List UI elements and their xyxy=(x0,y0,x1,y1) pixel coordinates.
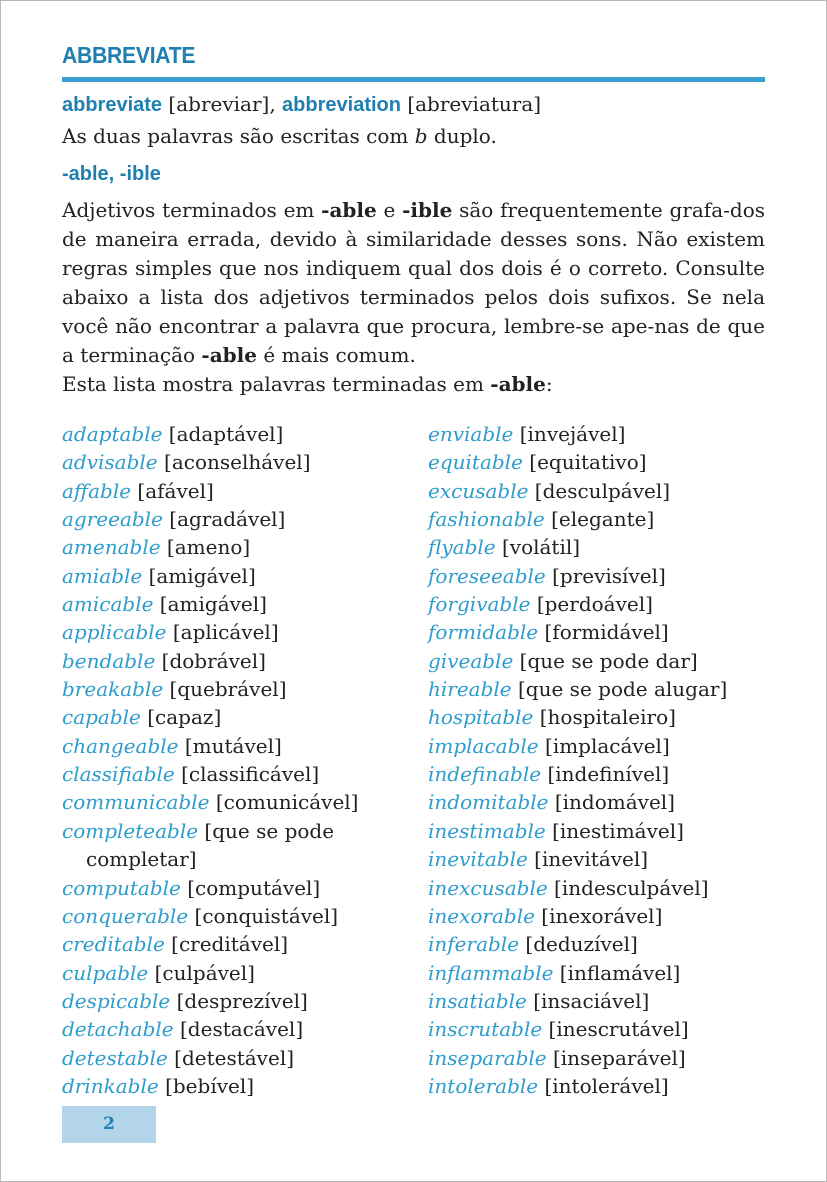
entry-translation: [indefinível] xyxy=(541,762,670,787)
entry-translation: [inestimável] xyxy=(545,818,684,843)
entry-word: despicable xyxy=(62,988,171,1013)
entry-word: inscrutable xyxy=(428,1017,543,1042)
list-intro-end: : xyxy=(545,372,553,396)
entry-word: enviable xyxy=(428,422,514,446)
word-entry xyxy=(62,959,402,987)
word-entry xyxy=(62,703,402,731)
entry-word: excusable xyxy=(428,478,529,503)
entry-word: changeable xyxy=(62,733,179,758)
word-entry xyxy=(428,675,768,703)
entry-word: inseparable xyxy=(428,1045,547,1070)
entry-translation: [invejável] xyxy=(513,422,626,446)
entry-translation: [implacável] xyxy=(538,733,670,758)
word-entry xyxy=(428,760,768,788)
word-entry xyxy=(428,420,768,448)
para-text-2: e xyxy=(376,198,403,222)
entry-translation: [que se pode dar] xyxy=(513,648,698,673)
entry-word: flyable xyxy=(428,535,496,560)
entry-translation: [intolerável] xyxy=(538,1073,669,1098)
entry-translation: [bebível] xyxy=(158,1073,255,1098)
entry-word: culpable xyxy=(62,960,149,985)
entry-translation: [previsível] xyxy=(545,563,666,588)
list-intro-text: Esta lista mostra palavras terminadas em xyxy=(62,372,491,396)
word-entry xyxy=(428,533,768,561)
entry-word: communicable xyxy=(62,790,210,815)
word-entry xyxy=(428,562,768,590)
entry-word: inflammable xyxy=(428,960,554,985)
intro-trans-1: [abreviar], xyxy=(162,92,283,116)
entry-word: insatiable xyxy=(428,988,527,1013)
entry-translation: [capaz] xyxy=(140,705,222,730)
word-entry xyxy=(428,618,768,646)
entry-word: intolerable xyxy=(428,1073,539,1098)
entry-translation: [culpável] xyxy=(148,960,255,985)
section-heading: ABBREVIATE xyxy=(62,42,196,68)
word-entry xyxy=(62,562,402,590)
para-text-3: são frequentemente grafa-dos de maneira errada, devido à similaridade desses sons. Não existem regras simples que nos indiquem qual dos dois é o correto. Consulte abaixo a lista dos adjetivos terminados pelos dois sufixos. Se nela você não encontrar a palavra que procura, lembre-se ape-nas de que a terminação xyxy=(62,198,765,367)
entry-translation: [insaciável] xyxy=(526,988,650,1013)
entry-translation: [detestável] xyxy=(167,1045,295,1070)
entry-translation: [aconselhável] xyxy=(157,450,311,475)
entry-translation: [amigável] xyxy=(153,592,267,617)
entry-word: inevitable xyxy=(428,847,528,872)
entry-translation: [volátil] xyxy=(495,535,581,560)
entry-word: agreeable xyxy=(62,507,163,532)
word-entry xyxy=(62,647,402,675)
word-entry xyxy=(62,1044,402,1072)
word-entry xyxy=(428,959,768,987)
entry-word: inestimable xyxy=(428,818,546,843)
para-text-4: é mais comum. xyxy=(256,343,416,367)
entry-translation: [perdoável] xyxy=(530,592,653,617)
note-line xyxy=(62,122,497,150)
word-entry xyxy=(428,448,768,476)
note-before: As duas palavras são escritas com xyxy=(62,124,415,148)
entry-word: detachable xyxy=(62,1017,174,1042)
entry-word: inexorable xyxy=(428,903,535,928)
word-entry xyxy=(62,1015,402,1043)
entry-word: indefinable xyxy=(428,762,542,787)
entry-word: equitable xyxy=(428,450,523,475)
word-entry xyxy=(428,703,768,731)
para-bold-3: -able xyxy=(201,343,257,367)
word-entry xyxy=(428,1015,768,1043)
word-entry xyxy=(62,420,402,448)
word-entry xyxy=(62,788,402,816)
word-entry xyxy=(62,448,402,476)
word-entry xyxy=(428,732,768,760)
entry-word: implacable xyxy=(428,733,539,758)
entry-translation: [classificável] xyxy=(174,762,320,787)
entry-word: completeable xyxy=(62,818,199,843)
entry-translation: [comunicável] xyxy=(209,790,359,815)
entry-translation: [conquistável] xyxy=(188,903,339,928)
entry-word: breakable xyxy=(62,677,164,702)
note-after: duplo. xyxy=(427,124,497,148)
word-entry xyxy=(62,477,402,505)
entry-translation: [hospitaleiro] xyxy=(533,705,676,730)
word-entry xyxy=(62,987,402,1015)
entry-translation: [agradável] xyxy=(162,507,286,532)
entry-translation: [destacável] xyxy=(173,1017,304,1042)
entry-translation: [aplicável] xyxy=(166,620,279,645)
heading-rule xyxy=(62,77,765,82)
entry-word: indomitable xyxy=(428,790,549,815)
word-entry xyxy=(62,817,402,874)
word-entry xyxy=(428,647,768,675)
entry-translation: [ameno] xyxy=(160,535,251,560)
entry-translation: [creditável] xyxy=(164,932,289,957)
entry-translation: [desprezível] xyxy=(170,988,308,1013)
word-entry xyxy=(62,675,402,703)
entry-translation-continued: completar] xyxy=(86,847,197,872)
entry-word: fashionable xyxy=(428,507,545,532)
entry-translation: [inescrutável] xyxy=(542,1017,689,1042)
entry-word: inexcusable xyxy=(428,875,548,900)
entry-word: amiable xyxy=(62,563,143,588)
word-entry xyxy=(62,590,402,618)
word-entry xyxy=(428,477,768,505)
entry-translation: [adaptável] xyxy=(162,422,284,446)
entry-word: giveable xyxy=(428,648,514,673)
entry-translation: [dobrável] xyxy=(155,648,266,673)
explanation-paragraph xyxy=(62,196,765,399)
word-entry xyxy=(428,590,768,618)
word-entry xyxy=(428,817,768,845)
entry-word: advisable xyxy=(62,450,158,475)
entry-word: amenable xyxy=(62,535,161,560)
entry-translation: [inflamável] xyxy=(553,960,681,985)
entry-word: drinkable xyxy=(62,1073,159,1098)
entry-word: hospitable xyxy=(428,705,534,730)
entry-word: inferable xyxy=(428,932,520,957)
word-entry xyxy=(428,788,768,816)
entry-translation: [deduzível] xyxy=(519,932,638,957)
entry-translation: [inseparável] xyxy=(546,1045,686,1070)
entry-translation: [que se pode xyxy=(198,818,335,843)
entry-word: foreseeable xyxy=(428,563,546,588)
word-entry xyxy=(62,618,402,646)
word-entry xyxy=(62,902,402,930)
word-entry xyxy=(428,505,768,533)
list-intro-bold: -able xyxy=(490,372,546,396)
intro-line xyxy=(62,90,541,119)
entry-translation: [indomável] xyxy=(548,790,675,815)
intro-word-2: abbreviation xyxy=(282,94,401,116)
para-text-1: Adjetivos terminados em xyxy=(62,198,322,222)
entry-translation: [inevitável] xyxy=(527,847,649,872)
para-bold-2: -ible xyxy=(402,198,453,222)
word-entry xyxy=(62,760,402,788)
entry-word: computable xyxy=(62,875,181,900)
note-letter: b xyxy=(414,124,428,148)
entry-translation: [quebrável] xyxy=(163,677,287,702)
word-entry xyxy=(62,533,402,561)
entry-translation: [afável] xyxy=(131,478,214,503)
word-entry xyxy=(428,1044,768,1072)
word-entry xyxy=(62,1072,402,1100)
word-entry xyxy=(62,874,402,902)
entry-translation: [que se pode alugar] xyxy=(511,677,728,702)
entry-word: adaptable xyxy=(62,422,163,446)
para-bold-1: -able xyxy=(321,198,377,222)
word-entry xyxy=(62,930,402,958)
word-entry xyxy=(62,732,402,760)
entry-translation: [amigável] xyxy=(142,563,256,588)
word-entry xyxy=(428,987,768,1015)
entry-word: formidable xyxy=(428,620,539,645)
word-entry xyxy=(428,902,768,930)
entry-word: bendable xyxy=(62,648,156,673)
entry-translation: [equitativo] xyxy=(522,450,647,475)
entry-word: conquerable xyxy=(62,903,189,928)
intro-word-1: abbreviate xyxy=(62,94,163,116)
word-entry xyxy=(428,874,768,902)
word-entry xyxy=(428,845,768,873)
subheading: -able, -ible xyxy=(62,163,161,185)
entry-word: creditable xyxy=(62,932,165,957)
entry-translation: [elegante] xyxy=(544,507,655,532)
entry-translation: [mutável] xyxy=(178,733,282,758)
word-entry xyxy=(428,930,768,958)
word-entry xyxy=(62,505,402,533)
entry-word: capable xyxy=(62,705,141,730)
entry-translation: [inexorável] xyxy=(534,903,663,928)
entry-translation: [formidável] xyxy=(538,620,669,645)
entry-word: classifiable xyxy=(62,762,175,787)
entry-translation: [desculpável] xyxy=(528,478,671,503)
word-list-left xyxy=(62,420,402,1100)
entry-word: amicable xyxy=(62,592,154,617)
entry-word: forgivable xyxy=(428,592,531,617)
entry-translation: [indesculpável] xyxy=(547,875,709,900)
entry-word: detestable xyxy=(62,1045,168,1070)
entry-word: applicable xyxy=(62,620,167,645)
intro-trans-2: [abreviatura] xyxy=(400,92,542,116)
entry-word: hireable xyxy=(428,677,512,702)
entry-word: affable xyxy=(62,478,132,503)
page-number: 2 xyxy=(62,1106,156,1143)
word-list-right xyxy=(428,420,768,1100)
entry-translation: [computável] xyxy=(180,875,321,900)
word-entry xyxy=(428,1072,768,1100)
